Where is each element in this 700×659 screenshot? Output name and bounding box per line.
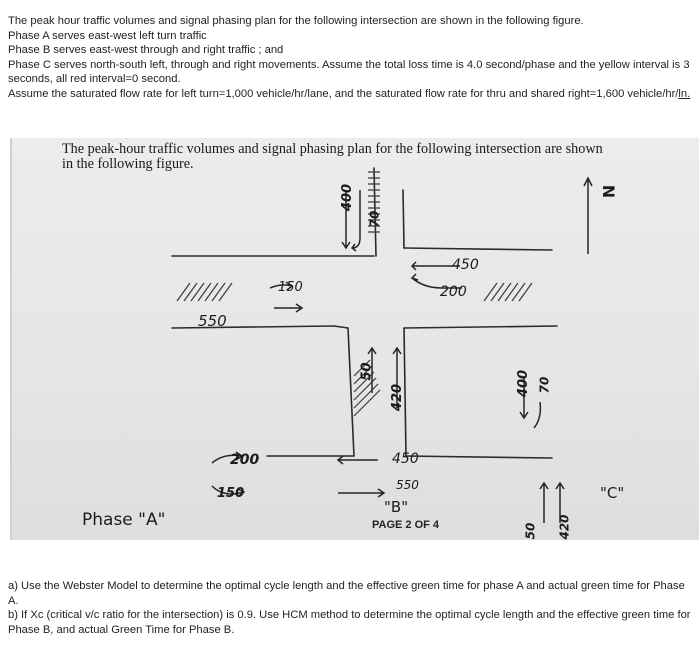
north-leg-east-curb bbox=[403, 190, 404, 248]
intro-line: The peak hour traffic volumes and signal phasing plan for the following intersection are shown in the following figure. bbox=[8, 15, 584, 27]
south-leg-east-corner bbox=[406, 456, 552, 458]
phase-a-label: Phase "A" bbox=[82, 510, 166, 530]
page-mark: PAGE 2 OF 4 bbox=[372, 519, 440, 531]
figure-heading bbox=[62, 142, 682, 172]
eb-left-volume: 150 bbox=[278, 280, 303, 295]
lane-unit-link[interactable]: ln. bbox=[678, 87, 691, 100]
phase-b-volume-2: 550 bbox=[396, 478, 419, 492]
sb-thru-volume: 400 bbox=[340, 183, 356, 212]
phase-a-description: Phase A serves east-west left turn traffic bbox=[8, 29, 207, 42]
west-leg-corner bbox=[334, 326, 348, 328]
question-a: a) Use the Webster Model to determine the optimal cycle length and the effective green time for phase A and actual green time for Phase A. bbox=[8, 580, 685, 607]
question-section bbox=[8, 579, 692, 637]
phase-c-description: Phase C serves north-south left, through and right movements. Assume the total loss time is 4.0 second/phase and the yellow interval is 3 seconds, all red interval=0 second. bbox=[8, 58, 690, 86]
phase-c-volume-1: 400 bbox=[516, 369, 532, 398]
phase-c-volume-2: 70 bbox=[537, 376, 552, 394]
phase-c-arrow-2 bbox=[534, 402, 540, 428]
phase-b-volume-1: 450 bbox=[392, 451, 419, 467]
phase-b-label: "B" bbox=[384, 498, 409, 516]
figure-heading-line-1: The peak-hour traffic volumes and signal phasing plan for the following intersection are shown bbox=[62, 141, 603, 157]
phase-a-volume-2: 150 bbox=[217, 486, 245, 501]
figure-heading-line-2: in the following figure. bbox=[62, 156, 194, 172]
sb-right-volume: 70 bbox=[367, 210, 382, 228]
eb-thru-volume: 550 bbox=[198, 312, 227, 330]
west-leg-south-curb bbox=[172, 326, 334, 328]
phase-c-volume-4: 420 bbox=[557, 514, 572, 540]
wb-left-volume: 200 bbox=[440, 284, 467, 300]
movement-arrows bbox=[212, 178, 592, 523]
intersection-figure-photo bbox=[10, 138, 699, 540]
phase-c-volume-3: 50 bbox=[523, 522, 538, 540]
nb-thru-volume: 420 bbox=[390, 383, 406, 412]
assumption-text bbox=[8, 87, 692, 102]
phase-c-arrow-3 bbox=[540, 483, 548, 523]
question-b: b) If Xc (critical v/c ratio for the intersection) is 0.9. Use HCM method to determine the optimal cycle length and the effective green time for Phase B, and actual Green Time for Phase B. bbox=[8, 609, 691, 636]
phase-b-description: Phase B serves east-west through and right traffic ; and bbox=[8, 44, 284, 57]
wb-thru-volume: 450 bbox=[452, 257, 479, 273]
north-label: N bbox=[599, 184, 619, 199]
phase-c-label: "C" bbox=[600, 484, 625, 502]
phase-b-arrow-1 bbox=[338, 456, 378, 464]
intersection-sketch bbox=[12, 138, 699, 540]
north-arrow bbox=[584, 178, 592, 254]
assumption-start: Assume the saturated flow rate for left turn=1,000 vehicle/hr/lane, and the saturated flow rate for thru and shared right=1,600 vehicle/hr/ bbox=[8, 87, 679, 100]
phase-a-volume-1: 200 bbox=[230, 452, 260, 468]
phase-b-arrow-2 bbox=[338, 489, 384, 497]
eb-thru-arrow bbox=[274, 304, 302, 312]
south-leg-west-curb bbox=[348, 328, 354, 456]
nb-left-volume: 50 bbox=[359, 362, 375, 381]
north-leg-east-corner bbox=[404, 248, 552, 250]
problem-statement bbox=[8, 14, 692, 102]
east-leg-south-curb bbox=[404, 326, 557, 328]
